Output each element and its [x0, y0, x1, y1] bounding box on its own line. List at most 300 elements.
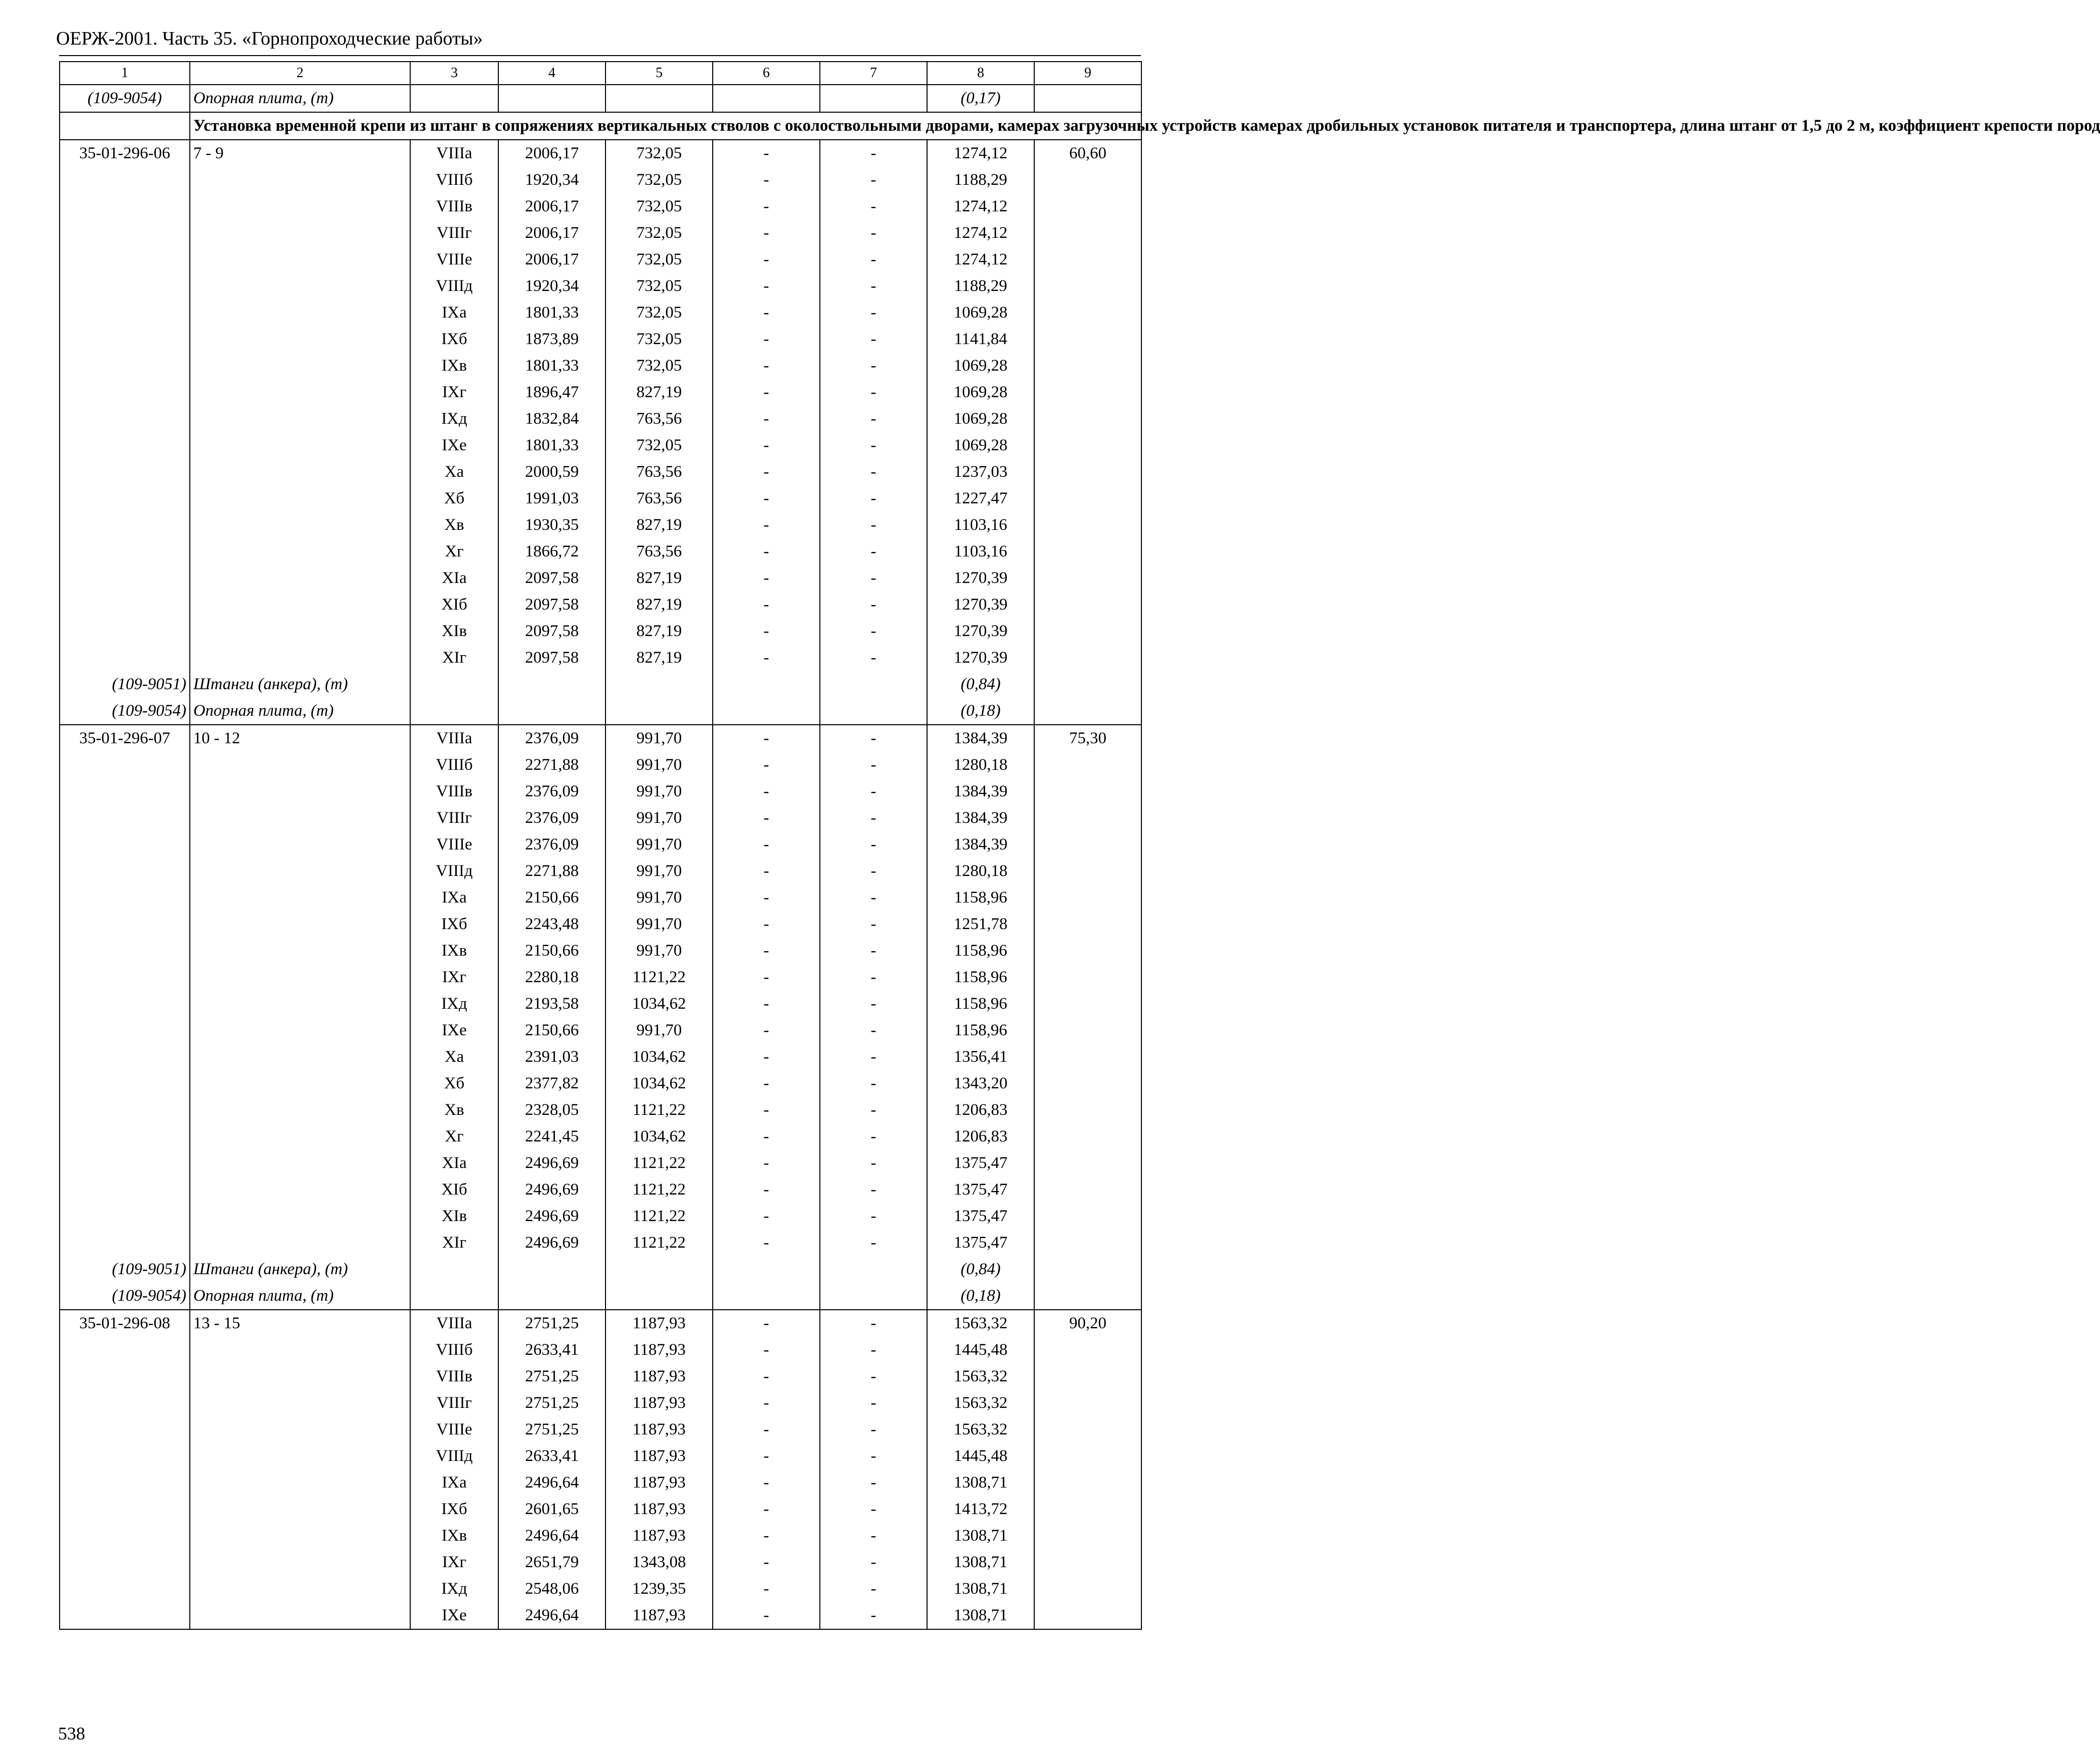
- material-row: [60, 698, 1141, 725]
- total-cost: 2006,17: [498, 140, 606, 167]
- machine-cost: -: [713, 326, 820, 353]
- machinist-wages: -: [820, 459, 927, 485]
- material-name: Опорная плита, (т): [190, 1283, 410, 1310]
- materials-cost: 1158,96: [927, 991, 1034, 1017]
- table-row: [60, 538, 1141, 565]
- rock-category: Xг: [410, 538, 498, 565]
- labor-hours: 75,30: [1034, 725, 1141, 752]
- table-row: [60, 432, 1141, 459]
- rock-category: VIIIд: [410, 273, 498, 300]
- wages: 732,05: [606, 246, 713, 273]
- wages: 763,56: [606, 485, 713, 512]
- total-cost: 2006,17: [498, 193, 606, 220]
- machine-cost: -: [713, 1044, 820, 1070]
- table-row: [60, 1070, 1141, 1097]
- table-row: [60, 1017, 1141, 1044]
- total-cost: 2496,69: [498, 1230, 606, 1256]
- table-row: [60, 1150, 1141, 1177]
- machine-cost: -: [713, 1576, 820, 1602]
- wages: 827,19: [606, 592, 713, 618]
- rock-category: VIIIв: [410, 778, 498, 805]
- machine-cost: -: [713, 964, 820, 991]
- table-row: [60, 273, 1141, 300]
- rock-category: VIIIе: [410, 246, 498, 273]
- material-row: [60, 1256, 1141, 1283]
- table-row: [60, 964, 1141, 991]
- wages: 991,70: [606, 858, 713, 885]
- total-cost: 2496,69: [498, 1150, 606, 1177]
- rock-category: Xа: [410, 459, 498, 485]
- machinist-wages: -: [820, 1230, 927, 1256]
- column-number: 1: [60, 62, 190, 85]
- table-row: [60, 220, 1141, 246]
- machine-cost: -: [713, 1097, 820, 1123]
- hardness-range: 13 - 15: [190, 1310, 410, 1337]
- rock-category: IXб: [410, 326, 498, 353]
- total-cost: 2751,25: [498, 1363, 606, 1390]
- wages: 827,19: [606, 565, 713, 592]
- page-number: 538: [58, 1723, 85, 1743]
- materials-cost: 1384,39: [927, 778, 1034, 805]
- total-cost: 2150,66: [498, 938, 606, 964]
- total-cost: 2328,05: [498, 1097, 606, 1123]
- column-number: 2: [190, 62, 410, 85]
- machine-cost: -: [713, 858, 820, 885]
- machinist-wages: -: [820, 911, 927, 938]
- machine-cost: -: [713, 911, 820, 938]
- machinist-wages: -: [820, 592, 927, 618]
- machine-cost: -: [713, 1310, 820, 1337]
- materials-cost: 1069,28: [927, 432, 1034, 459]
- total-cost: 2496,64: [498, 1523, 606, 1549]
- machinist-wages: -: [820, 752, 927, 778]
- machine-cost: -: [713, 1549, 820, 1576]
- materials-cost: 1413,72: [927, 1496, 1034, 1523]
- wages: 1343,08: [606, 1549, 713, 1576]
- machinist-wages: -: [820, 512, 927, 538]
- machine-cost: -: [713, 1443, 820, 1470]
- total-cost: 2376,09: [498, 831, 606, 858]
- total-cost: 2243,48: [498, 911, 606, 938]
- rate-code: 35-01-296-08: [60, 1310, 190, 1337]
- material-code: (109-9051): [60, 1256, 190, 1283]
- machinist-wages: -: [820, 1496, 927, 1523]
- wages: 732,05: [606, 326, 713, 353]
- machine-cost: -: [713, 379, 820, 406]
- machine-cost: -: [713, 565, 820, 592]
- wages: 732,05: [606, 353, 713, 379]
- materials-cost: 1274,12: [927, 220, 1034, 246]
- rock-category: IXд: [410, 991, 498, 1017]
- machinist-wages: -: [820, 1390, 927, 1416]
- materials-cost: 1274,12: [927, 193, 1034, 220]
- wages: 732,05: [606, 167, 713, 193]
- material-value: (0,84): [927, 671, 1034, 698]
- column-number: 6: [713, 62, 820, 85]
- machine-cost: -: [713, 1470, 820, 1496]
- machinist-wages: -: [820, 964, 927, 991]
- machinist-wages: -: [820, 1203, 927, 1230]
- total-cost: 2097,58: [498, 645, 606, 671]
- table-row: [60, 1363, 1141, 1390]
- total-cost: 2601,65: [498, 1496, 606, 1523]
- materials-cost: 1274,12: [927, 246, 1034, 273]
- materials-cost: 1563,32: [927, 1310, 1034, 1337]
- machinist-wages: -: [820, 1416, 927, 1443]
- materials-cost: 1563,32: [927, 1416, 1034, 1443]
- total-cost: 2377,82: [498, 1070, 606, 1097]
- table-row: [60, 1097, 1141, 1123]
- machinist-wages: -: [820, 1177, 927, 1203]
- total-cost: 2633,41: [498, 1443, 606, 1470]
- table-row: [60, 592, 1141, 618]
- wages: 1239,35: [606, 1576, 713, 1602]
- total-cost: 2006,17: [498, 246, 606, 273]
- column-number: 3: [410, 62, 498, 85]
- rock-category: XIб: [410, 592, 498, 618]
- total-cost: 2150,66: [498, 885, 606, 911]
- machinist-wages: -: [820, 1070, 927, 1097]
- total-cost: 2751,25: [498, 1390, 606, 1416]
- wages: 991,70: [606, 778, 713, 805]
- table-row: [60, 300, 1141, 326]
- total-cost: 2097,58: [498, 618, 606, 645]
- machine-cost: -: [713, 300, 820, 326]
- total-cost: 1801,33: [498, 432, 606, 459]
- wages: 1121,22: [606, 1230, 713, 1256]
- table-row: [60, 1203, 1141, 1230]
- machinist-wages: -: [820, 326, 927, 353]
- total-cost: 2496,69: [498, 1203, 606, 1230]
- machinist-wages: -: [820, 725, 927, 752]
- hardness-range: 10 - 12: [190, 725, 410, 752]
- machinist-wages: -: [820, 565, 927, 592]
- rock-category: IXа: [410, 1470, 498, 1496]
- machine-cost: -: [713, 1337, 820, 1363]
- rock-category: VIIIд: [410, 858, 498, 885]
- table-row: [60, 778, 1141, 805]
- wages: 732,05: [606, 432, 713, 459]
- materials-cost: 1188,29: [927, 273, 1034, 300]
- column-number: 7: [820, 62, 927, 85]
- table-row: [60, 1230, 1141, 1256]
- table-row: [60, 193, 1141, 220]
- hardness-range: 7 - 9: [190, 140, 410, 167]
- column-number: 4: [498, 62, 606, 85]
- table-row: [60, 167, 1141, 193]
- total-cost: 2376,09: [498, 725, 606, 752]
- rock-category: XIг: [410, 645, 498, 671]
- rock-category: VIIIг: [410, 805, 498, 831]
- table-row: [60, 353, 1141, 379]
- table-row: [60, 406, 1141, 432]
- wages: 1187,93: [606, 1496, 713, 1523]
- rock-category: IXд: [410, 406, 498, 432]
- wages: 1187,93: [606, 1443, 713, 1470]
- rock-category: IXг: [410, 1549, 498, 1576]
- materials-cost: 1103,16: [927, 538, 1034, 565]
- machine-cost: -: [713, 778, 820, 805]
- rate-code: 35-01-296-06: [60, 140, 190, 167]
- material-name: Штанги (анкера), (т): [190, 671, 410, 698]
- total-cost: 2376,09: [498, 805, 606, 831]
- machine-cost: -: [713, 725, 820, 752]
- total-cost: 1991,03: [498, 485, 606, 512]
- materials-cost: 1384,39: [927, 725, 1034, 752]
- table-row: [60, 805, 1141, 831]
- table-row: [60, 1549, 1141, 1576]
- material-value: (0,84): [927, 1256, 1034, 1283]
- table-row: [60, 512, 1141, 538]
- machine-cost: -: [713, 1123, 820, 1150]
- table-row: [60, 1177, 1141, 1203]
- section-description-row: [60, 112, 1141, 140]
- machine-cost: -: [713, 459, 820, 485]
- machinist-wages: -: [820, 831, 927, 858]
- machine-cost: -: [713, 1203, 820, 1230]
- materials-cost: 1343,20: [927, 1070, 1034, 1097]
- total-cost: 2006,17: [498, 220, 606, 246]
- materials-cost: 1563,32: [927, 1363, 1034, 1390]
- rock-category: IXе: [410, 432, 498, 459]
- machine-cost: -: [713, 1496, 820, 1523]
- table-row: [60, 1044, 1141, 1070]
- materials-cost: 1227,47: [927, 485, 1034, 512]
- wages: 1187,93: [606, 1363, 713, 1390]
- header-rule: [59, 55, 1141, 56]
- wages: 991,70: [606, 911, 713, 938]
- machinist-wages: -: [820, 406, 927, 432]
- machine-cost: -: [713, 1390, 820, 1416]
- table-row: [60, 1443, 1141, 1470]
- machinist-wages: -: [820, 167, 927, 193]
- rate-code: 35-01-296-07: [60, 725, 190, 752]
- wages: 732,05: [606, 140, 713, 167]
- rock-category: IXв: [410, 938, 498, 964]
- machine-cost: -: [713, 193, 820, 220]
- labor-hours: 90,20: [1034, 1310, 1141, 1337]
- total-cost: 2548,06: [498, 1576, 606, 1602]
- machine-cost: -: [713, 538, 820, 565]
- wages: 1121,22: [606, 964, 713, 991]
- table-row: [60, 618, 1141, 645]
- machinist-wages: -: [820, 1602, 927, 1629]
- machinist-wages: -: [820, 193, 927, 220]
- wages: 991,70: [606, 938, 713, 964]
- total-cost: 2751,25: [498, 1310, 606, 1337]
- machine-cost: -: [713, 1177, 820, 1203]
- material-row: [60, 85, 1141, 112]
- machine-cost: -: [713, 353, 820, 379]
- materials-cost: 1280,18: [927, 858, 1034, 885]
- table-row: [60, 1602, 1141, 1629]
- rock-category: IXв: [410, 1523, 498, 1549]
- table-row: [60, 725, 1141, 752]
- machine-cost: -: [713, 1150, 820, 1177]
- machinist-wages: -: [820, 991, 927, 1017]
- total-cost: 2000,59: [498, 459, 606, 485]
- total-cost: 1832,84: [498, 406, 606, 432]
- total-cost: 1873,89: [498, 326, 606, 353]
- machine-cost: -: [713, 432, 820, 459]
- column-number: 8: [927, 62, 1034, 85]
- table-row: [60, 1310, 1141, 1337]
- rock-category: IXе: [410, 1017, 498, 1044]
- wages: 1187,93: [606, 1390, 713, 1416]
- machine-cost: -: [713, 1230, 820, 1256]
- machine-cost: -: [713, 885, 820, 911]
- machine-cost: -: [713, 1363, 820, 1390]
- machine-cost: -: [713, 246, 820, 273]
- machinist-wages: -: [820, 353, 927, 379]
- machinist-wages: -: [820, 1470, 927, 1496]
- rock-category: VIIIг: [410, 220, 498, 246]
- machine-cost: -: [713, 831, 820, 858]
- materials-cost: 1158,96: [927, 1017, 1034, 1044]
- materials-cost: 1158,96: [927, 885, 1034, 911]
- machine-cost: -: [713, 592, 820, 618]
- machinist-wages: -: [820, 1549, 927, 1576]
- rock-category: VIIIа: [410, 1310, 498, 1337]
- materials-cost: 1563,32: [927, 1390, 1034, 1416]
- wages: 827,19: [606, 379, 713, 406]
- machinist-wages: -: [820, 1123, 927, 1150]
- total-cost: 2097,58: [498, 565, 606, 592]
- machine-cost: -: [713, 406, 820, 432]
- material-name: Штанги (анкера), (т): [190, 1256, 410, 1283]
- materials-cost: 1274,12: [927, 140, 1034, 167]
- total-cost: 2097,58: [498, 592, 606, 618]
- rock-category: IXа: [410, 300, 498, 326]
- wages: 732,05: [606, 220, 713, 246]
- wages: 991,70: [606, 1017, 713, 1044]
- rock-category: IXг: [410, 964, 498, 991]
- machine-cost: -: [713, 618, 820, 645]
- wages: 732,05: [606, 300, 713, 326]
- machinist-wages: -: [820, 778, 927, 805]
- table-row: [60, 379, 1141, 406]
- machine-cost: -: [713, 1416, 820, 1443]
- rock-category: IXб: [410, 1496, 498, 1523]
- rock-category: Xг: [410, 1123, 498, 1150]
- materials-cost: 1188,29: [927, 167, 1034, 193]
- materials-cost: 1308,71: [927, 1576, 1034, 1602]
- machine-cost: -: [713, 645, 820, 671]
- rock-category: Xб: [410, 1070, 498, 1097]
- materials-cost: 1270,39: [927, 618, 1034, 645]
- wages: 1187,93: [606, 1470, 713, 1496]
- total-cost: 1896,47: [498, 379, 606, 406]
- machine-cost: -: [713, 140, 820, 167]
- machine-cost: -: [713, 167, 820, 193]
- material-value: (0,17): [927, 85, 1034, 112]
- materials-cost: 1158,96: [927, 964, 1034, 991]
- machinist-wages: -: [820, 1310, 927, 1337]
- rock-category: Xа: [410, 1044, 498, 1070]
- rock-category: IXд: [410, 1576, 498, 1602]
- total-cost: 1801,33: [498, 300, 606, 326]
- total-cost: 1930,35: [498, 512, 606, 538]
- wages: 827,19: [606, 618, 713, 645]
- column-number: 9: [1034, 62, 1141, 85]
- section-description: Установка временной крепи из штанг в сопряжениях вертикальных стволов с околоствольными дворами, камерах загрузочных устройств камерах дробильных установок питателя и транспортера, длина штанг от 1,5 до 2 м, коэффициент крепости пород: [190, 112, 1141, 140]
- total-cost: 1866,72: [498, 538, 606, 565]
- total-cost: 2651,79: [498, 1549, 606, 1576]
- machinist-wages: -: [820, 300, 927, 326]
- table-row: [60, 831, 1141, 858]
- table-row: [60, 1576, 1141, 1602]
- materials-cost: 1375,47: [927, 1177, 1034, 1203]
- wages: 827,19: [606, 512, 713, 538]
- wages: 1187,93: [606, 1523, 713, 1549]
- table-row: [60, 885, 1141, 911]
- rock-category: VIIIб: [410, 1337, 498, 1363]
- machinist-wages: -: [820, 140, 927, 167]
- total-cost: 2150,66: [498, 1017, 606, 1044]
- wages: 1034,62: [606, 1044, 713, 1070]
- material-code: (109-9054): [60, 85, 190, 112]
- machinist-wages: -: [820, 1044, 927, 1070]
- materials-cost: 1445,48: [927, 1443, 1034, 1470]
- materials-cost: 1356,41: [927, 1044, 1034, 1070]
- machine-cost: -: [713, 1523, 820, 1549]
- total-cost: 2193,58: [498, 991, 606, 1017]
- wages: 732,05: [606, 273, 713, 300]
- rock-category: XIв: [410, 1203, 498, 1230]
- table-row: [60, 459, 1141, 485]
- column-number: 5: [606, 62, 713, 85]
- material-row: [60, 1283, 1141, 1310]
- materials-cost: 1069,28: [927, 406, 1034, 432]
- total-cost: 2633,41: [498, 1337, 606, 1363]
- table-row: [60, 938, 1141, 964]
- material-value: (0,18): [927, 1283, 1034, 1310]
- machinist-wages: -: [820, 220, 927, 246]
- rock-category: Xб: [410, 485, 498, 512]
- total-cost: 1920,34: [498, 273, 606, 300]
- table-row: [60, 1496, 1141, 1523]
- rock-category: VIIIд: [410, 1443, 498, 1470]
- materials-cost: 1270,39: [927, 592, 1034, 618]
- rock-category: XIг: [410, 1230, 498, 1256]
- material-name: Опорная плита, (т): [190, 85, 410, 112]
- labor-hours: 60,60: [1034, 140, 1141, 167]
- machinist-wages: -: [820, 805, 927, 831]
- column-number-row: [60, 62, 1141, 85]
- materials-cost: 1308,71: [927, 1549, 1034, 1576]
- material-value: (0,18): [927, 698, 1034, 725]
- table-row: [60, 326, 1141, 353]
- machine-cost: -: [713, 220, 820, 246]
- machinist-wages: -: [820, 1337, 927, 1363]
- rock-category: VIIIб: [410, 752, 498, 778]
- wages: 1121,22: [606, 1150, 713, 1177]
- machinist-wages: -: [820, 618, 927, 645]
- machinist-wages: -: [820, 538, 927, 565]
- wages: 1187,93: [606, 1416, 713, 1443]
- materials-cost: 1069,28: [927, 300, 1034, 326]
- materials-cost: 1206,83: [927, 1123, 1034, 1150]
- table-row: [60, 911, 1141, 938]
- machinist-wages: -: [820, 1576, 927, 1602]
- materials-cost: 1375,47: [927, 1230, 1034, 1256]
- rock-category: XIа: [410, 565, 498, 592]
- materials-cost: 1308,71: [927, 1523, 1034, 1549]
- table-row: [60, 565, 1141, 592]
- material-row: [60, 671, 1141, 698]
- total-cost: 2271,88: [498, 858, 606, 885]
- machine-cost: -: [713, 1017, 820, 1044]
